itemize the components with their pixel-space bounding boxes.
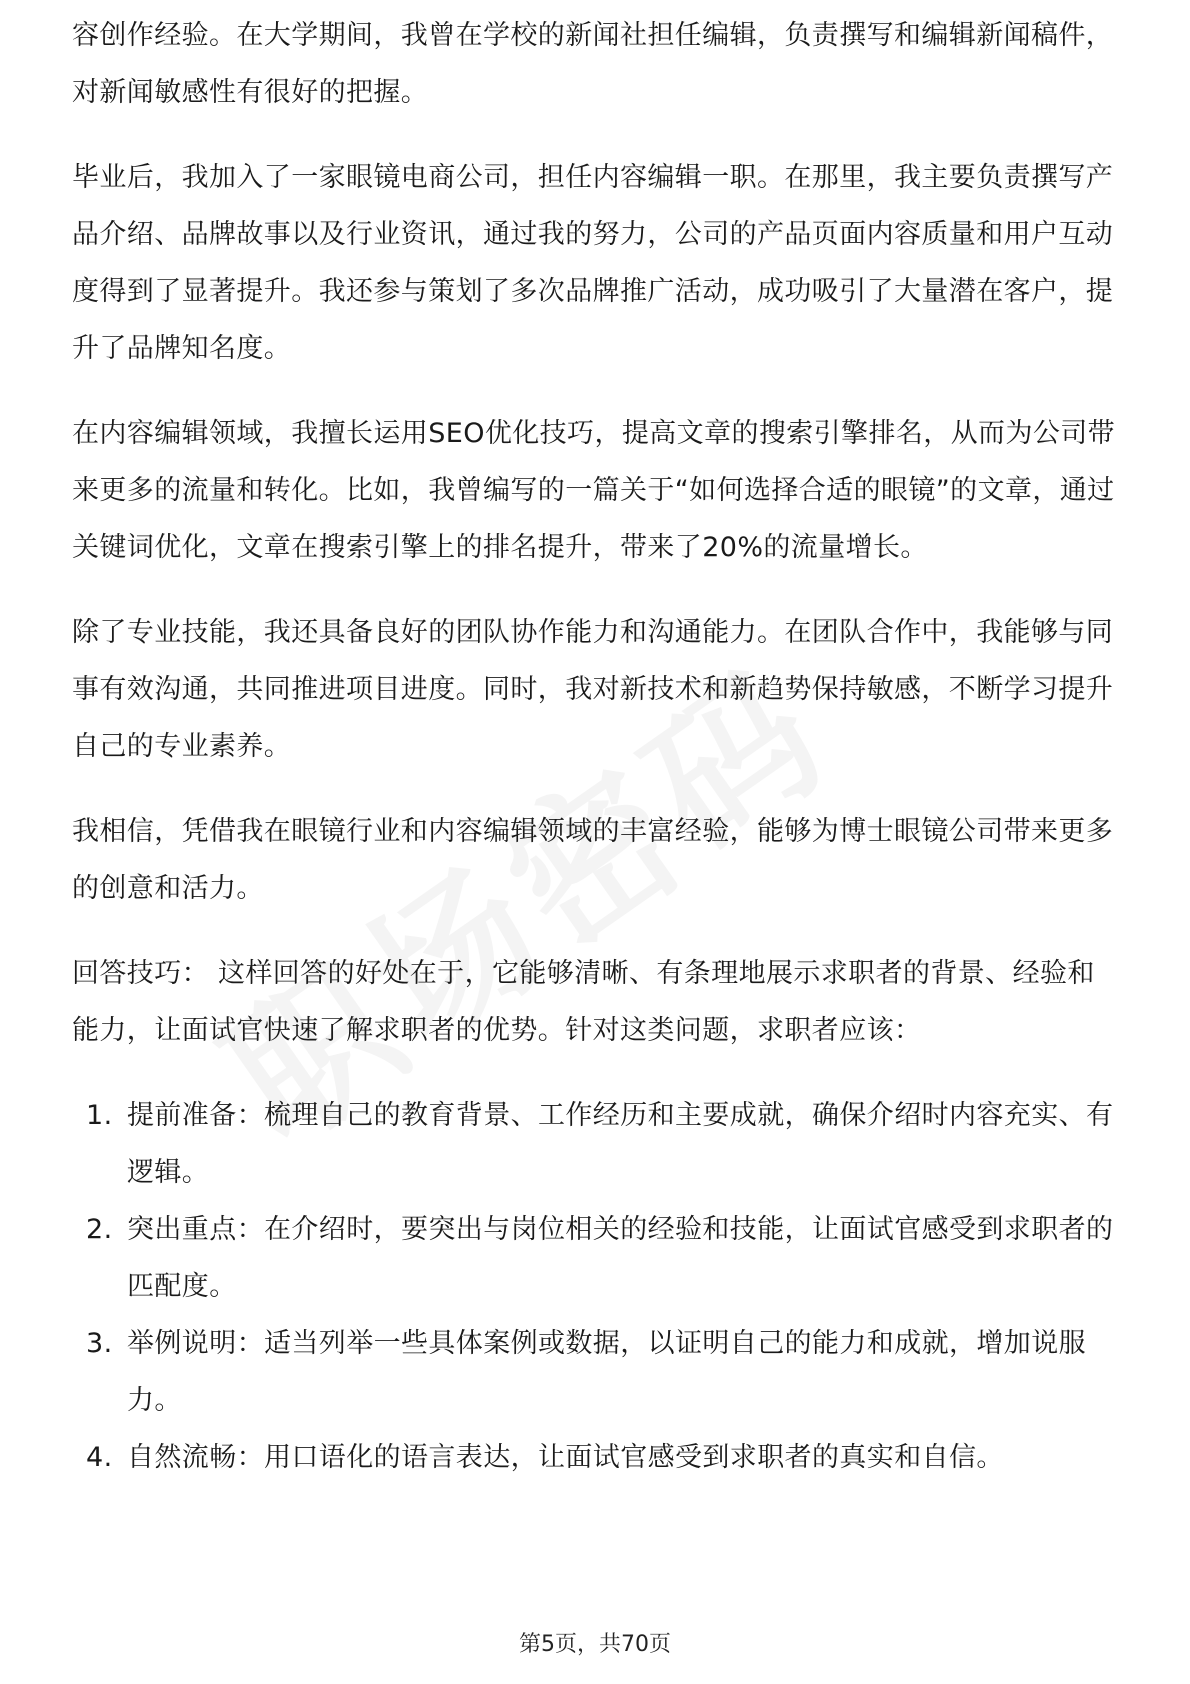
- list-item-number: 4.: [86, 1442, 113, 1473]
- paragraph-seo: 在内容编辑领域，我擅长运用SEO优化技巧，提高文章的搜索引擎排名，从而为公司带来更多的流量和转化。比如，我曾编写的一篇关于“如何选择合适的眼镜”的文章，通过关键词优化，文章在搜索引擎上的排名提升，带来了20%的流量增长。: [72, 418, 1116, 563]
- list-item: [72, 1087, 1122, 1201]
- list-item-text: 自然流畅：用口语化的语言表达，让面试官感受到求职者的真实和自信。: [127, 1442, 1004, 1473]
- tips-list: [72, 1087, 1122, 1486]
- paragraph-answer-tips: 回答技巧： 这样回答的好处在于，它能够清晰、有条理地展示求职者的背景、经验和能力，让面试官快速了解求职者的优势。针对这类问题，求职者应该：: [72, 958, 1095, 1046]
- list-item-text: 提前准备：梳理自己的教育背景、工作经历和主要成就，确保介绍时内容充实、有逻辑。: [127, 1100, 1114, 1188]
- list-item: [72, 1429, 1122, 1486]
- list-item-number: 1.: [86, 1100, 113, 1131]
- paragraph-experience: 毕业后，我加入了一家眼镜电商公司，担任内容编辑一职。在那里，我主要负责撰写产品介绍、品牌故事以及行业资讯，通过我的努力，公司的产品页面内容质量和用户互动度得到了显著提升。我还参与策划了多次品牌推广活动，成功吸引了大量潜在客户，提升了品牌知名度。: [72, 162, 1114, 364]
- document-body: [72, 0, 1122, 1486]
- list-item-number: 2.: [86, 1214, 113, 1245]
- list-item-text: 突出重点：在介绍时，要突出与岗位相关的经验和技能，让面试官感受到求职者的匹配度。: [127, 1214, 1114, 1302]
- list-item-text: 举例说明：适当列举一些具体案例或数据，以证明自己的能力和成就，增加说服力。: [127, 1328, 1086, 1416]
- list-item: [72, 1315, 1122, 1429]
- page-number: 第5页，共70页: [519, 1632, 671, 1657]
- paragraph-conclusion: 我相信，凭借我在眼镜行业和内容编辑领域的丰富经验，能够为博士眼镜公司带来更多的创意和活力。: [72, 816, 1114, 904]
- paragraph-teamwork: 除了专业技能，我还具备良好的团队协作能力和沟通能力。在团队合作中，我能够与同事有效沟通，共同推进项目进度。同时，我对新技术和新趋势保持敏感，不断学习提升自己的专业素养。: [72, 617, 1114, 762]
- paragraph-intro: 容创作经验。在大学期间，我曾在学校的新闻社担任编辑，负责撰写和编辑新闻稿件，对新闻敏感性有很好的把握。: [72, 20, 1114, 108]
- list-item: [72, 1201, 1122, 1315]
- list-item-number: 3.: [86, 1328, 113, 1359]
